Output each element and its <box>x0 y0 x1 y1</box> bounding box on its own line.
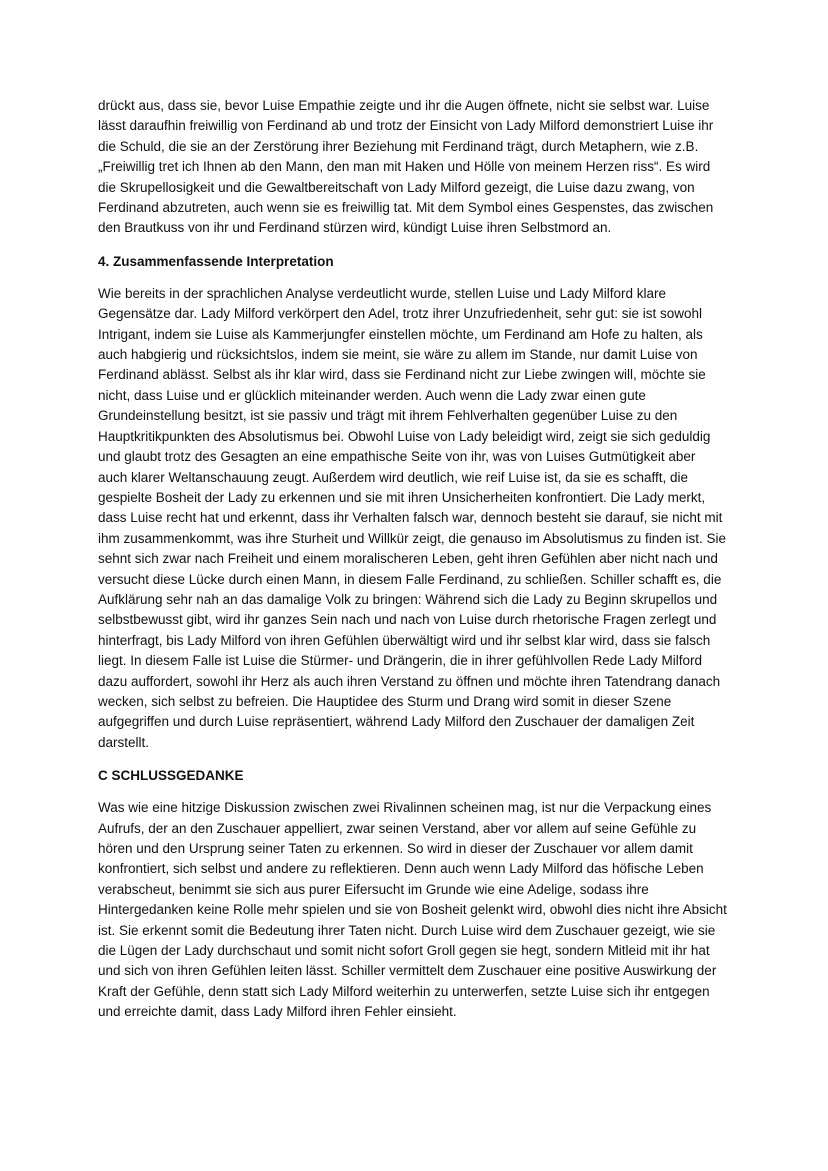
heading-conclusion: C SCHLUSSGEDANKE <box>98 768 244 784</box>
paragraph-conclusion: Was wie eine hitzige Diskussion zwischen zwei Rivalinnen scheinen mag, ist nur die Verpackung eines Aufrufs, der an den Zuschauer appelliert, zwar seinen Verstand, aber vor allem auf seine Gefühle zu hören und den Ursprung seiner Taten zu erkennen. So wird in dieser der Zuschauer vor allem damit konfrontiert, sich selbst und andere zu reflektieren. Denn auch wenn Lady Milford das höfische Leben verabscheut, benimmt sie sich aus purer Eifersucht im Grunde wie eine Adelige, sodass ihre Hintergedanken keine Rolle mehr spielen und sie von Bosheit gelenkt wird, obwohl dies nicht ihre Absicht ist. Sie erkennt somit die Bedeutung ihrer Taten nicht. Durch Luise wird dem Zuschauer gezeigt, wie sie die Lügen der Lady durchschaut und somit nicht sofort Groll gegen sie hegt, sondern Mitleid mit ihr hat und sich von ihren Gefühlen leiten lässt. Schiller vermittelt dem Zuschauer eine positive Auswirkung der Kraft der Gefühle, denn statt sich Lady Milford weiterhin zu unterwerfen, setzte Luise sich ihr entgegen und erreichte damit, dass Lady Milford ihren Fehler einsieht. <box>98 800 727 1020</box>
heading-interpretation: 4. Zusammenfassende Interpretation <box>98 253 334 269</box>
paragraph-analysis-end: drückt aus, dass sie, bevor Luise Empathie zeigte und ihr die Augen öffnete, nicht sie selbst war. Luise lässt daraufhin freiwillig von Ferdinand ab und trotz der Einsicht von Lady Milford demonstriert Luise ihr die Schuld, die sie an der Zerstörung ihrer Beziehung mit Ferdinand trägt, durch Metaphern, wie z.B. „Freiwillig tret ich Ihnen ab den Mann, den man mit Haken und Hölle von meinem Herzen riss“. Es wird die Skrupellosigkeit und die Gewaltbereitschaft von Lady Milford gezeigt, die Luise dazu zwang, von Ferdinand abzutreten, auch wenn sie es freiwillig tat. Mit dem Symbol eines Gespenstes, das zwischen den Brautkuss von ihr und Ferdinand stürzen wird, kündigt Luise ihren Selbstmord an. <box>98 98 714 236</box>
paragraph-interpretation: Wie bereits in der sprachlichen Analyse verdeutlicht wurde, stellen Luise und Lady Milford klare Gegensätze dar. Lady Milford verkörpert den Adel, trotz ihrer Unzufriedenheit, sehr gut: sie ist sowohl Intrigant, indem sie Luise als Kammerjungfer einstellen möchte, um Ferdinand am Hofe zu halten, als auch habgierig und rücksichtslos, indem sie meint, sie wäre zu allem im Stande, nur damit Luise von Ferdinand ablässt. Selbst als ihr klar wird, dass sie Ferdinand nicht zur Liebe zwingen will, möchte sie nicht, dass Luise und er glücklich miteinander werden. Auch wenn die Lady zwar einen gute Grundeinstellung besitzt, ist sie passiv und trägt mit ihrem Fehlverhalten gegenüber Luise zu den Hauptkritikpunkten des Absolutismus bei. Obwohl Luise von Lady beleidigt wird, zeigt sie sich geduldig und glaubt trotz des Gesagten an eine empathische Seite von ihr, was von Luises Gutmütigkeit aber auch klarer Weltanschauung zeugt. Außerdem wird deutlich, wie reif Luise ist, da sie es schafft, die gespielte Bosheit der Lady zu erkennen und sie mit ihren Unsicherheiten konfrontiert. Die Lady merkt, dass Luise recht hat und erkennt, dass ihr Verhalten falsch war, dennoch besteht sie darauf, sie nicht mit ihm zusammenkommt, was ihre Sturheit und Willkür zeigt, die genauso im Absolutismus zu finden ist. Sie sehnt sich zwar nach Freiheit und einem moralischeren Leben, geht ihren Gefühlen aber nicht nach und versucht diese Lücke durch einen Mann, in diesem Falle Ferdinand, zu schließen. Schiller schafft es, die Aufklärung sehr nah an das damalige Volk zu bringen: Während sich die Lady zu Beginn skrupellos und selbstbewusst gibt, wird ihr ganzes Sein nach und nach von Luise durch rhetorische Fragen zerlegt und hinterfragt, bis Lady Milford von ihren Gefühlen überwältigt wird und ihr selbst klar wird, dass sie falsch liegt. In diesem Falle ist Luise die Stürmer- und Drängerin, die in ihrer gefühlvollen Rede Lady Milford dazu auffordert, sowohl ihr Herz als auch ihren Verstand zu öffnen und möchte ihren Tatendrang danach wecken, sich selbst zu befreien. Die Hauptidee des Sturm und Drang wird somit in dieser Szene aufgegriffen und durch Luise repräsentiert, während Lady Milford den Zuschauer der damaligen Zeit darstellt. <box>98 285 727 750</box>
